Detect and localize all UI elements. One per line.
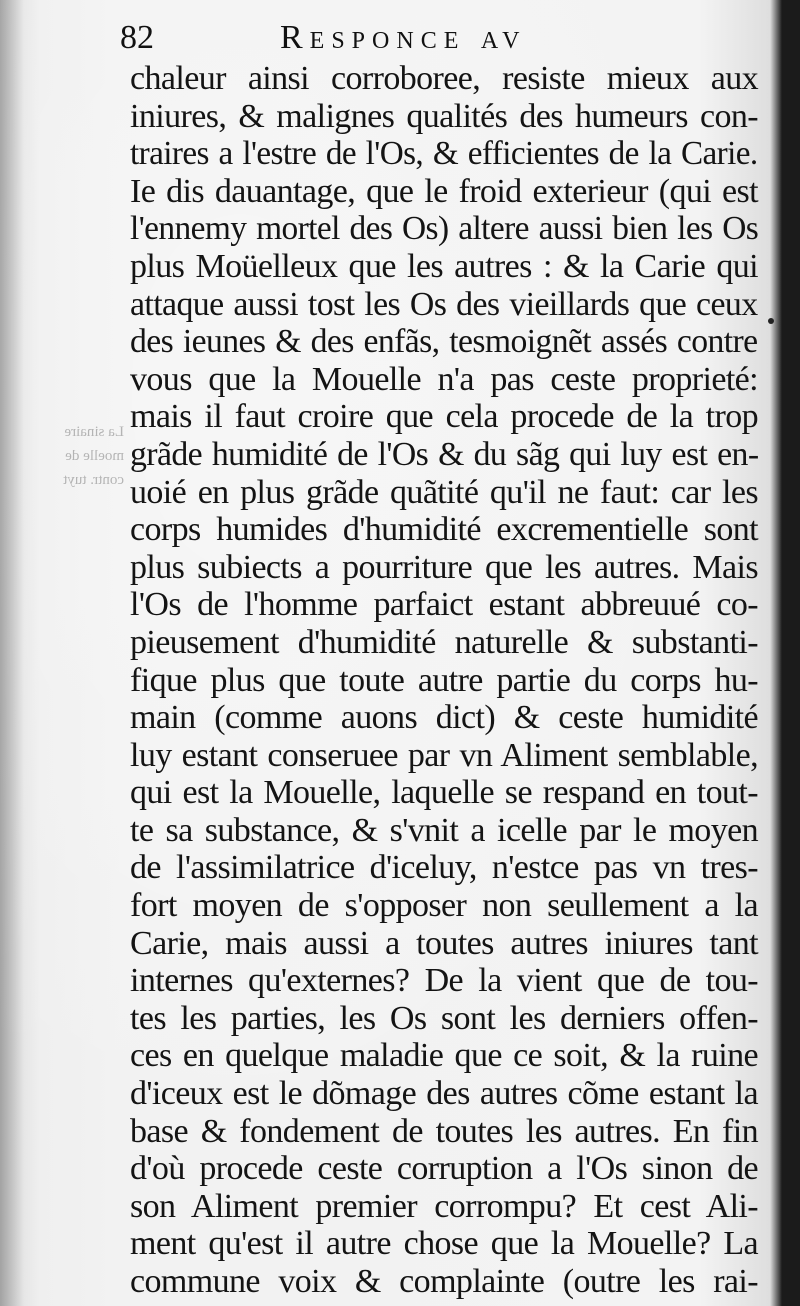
text-line: commune voix & complainte (outre les rai- bbox=[130, 1263, 758, 1300]
text-line: iniures, & malignes qualités des humeurs con- bbox=[130, 97, 758, 135]
text-line: uoié en plus grãde quãtité qu'il ne faut: car les bbox=[130, 473, 758, 511]
text-line: ment qu'est il autre chose que la Mouelle? La bbox=[130, 1225, 758, 1263]
body-text bbox=[130, 60, 758, 1301]
gutter-shadow bbox=[0, 0, 24, 1306]
text-line: Ie dis dauantage, que le froid exterieur (qui est bbox=[130, 172, 758, 210]
text-line: chaleur ainsi corroboree, resiste mieux aux bbox=[130, 60, 758, 97]
text-line: internes qu'externes? De la vient que de tou- bbox=[130, 962, 758, 1000]
text-line: plus Moüelleux que les autres : & la Carie qui bbox=[130, 247, 758, 285]
text-line: corps humides d'humidité excrementielle sont bbox=[130, 511, 758, 549]
bleed-through-line: contr. tuyt bbox=[63, 472, 124, 488]
text-line: attaque aussi tost les Os des vieillards que ceux bbox=[130, 285, 758, 323]
text-line: fort moyen de s'opposer non seullement a la bbox=[130, 887, 758, 925]
bleed-through-text bbox=[14, 420, 124, 492]
text-line: pieusement d'humidité naturelle & substanti- bbox=[130, 623, 758, 661]
bleed-through-line: moelle de bbox=[65, 448, 124, 464]
text-line: plus subiects a pourriture que les autres. Mais bbox=[130, 548, 758, 586]
text-line: te sa substance, & s'vnit a icelle par le moyen bbox=[130, 811, 758, 849]
text-line: d'où procede ceste corruption a l'Os sinon de bbox=[130, 1150, 758, 1188]
text-line: base & fondement de toutes les autres. En fin bbox=[130, 1112, 758, 1150]
text-line: fique plus que toute autre partie du corps hu- bbox=[130, 661, 758, 699]
text-line: d'iceux est le dõmage des autres cõme estant la bbox=[130, 1075, 758, 1113]
page-number: 82 bbox=[120, 19, 154, 56]
bleed-through-line: La sinaire bbox=[64, 424, 124, 440]
text-line: traires a l'estre de l'Os, & efficientes de la Carie. bbox=[130, 135, 758, 173]
running-head: Responce av bbox=[280, 19, 527, 56]
text-line: vous que la Mouelle n'a pas ceste proprieté: bbox=[130, 360, 758, 398]
text-line: mais il faut croire que cela procede de la trop bbox=[130, 398, 758, 436]
text-line: ces en quelque maladie que ce soit, & la ruine bbox=[130, 1037, 758, 1075]
text-line: l'Os de l'homme parfaict estant abbreuué co- bbox=[130, 586, 758, 624]
text-line: qui est la Mouelle, laquelle se respand en tout- bbox=[130, 774, 758, 812]
text-line: l'ennemy mortel des Os) altere aussi bien les Os bbox=[130, 210, 759, 248]
text-line: de l'assimilatrice d'iceluy, n'estce pas vn tres- bbox=[130, 849, 758, 887]
text-line: son Aliment premier corrompu? Et cest Ali- bbox=[130, 1187, 758, 1225]
text-line: Carie, mais aussi a toutes autres iniures tant bbox=[130, 924, 758, 962]
ink-speck bbox=[768, 318, 774, 324]
text-line: des ieunes & des enfãs, tesmoignẽt assés contre bbox=[130, 323, 758, 361]
text-line: main (comme auons dict) & ceste humidité bbox=[130, 699, 758, 737]
text-line: grãde humidité de l'Os & du sãg qui luy est en- bbox=[130, 435, 759, 473]
text-line: luy estant conseruee par vn Aliment semblable, bbox=[130, 736, 758, 774]
text-line: tes les parties, les Os sont les derniers offen- bbox=[130, 999, 758, 1037]
page-header bbox=[120, 14, 760, 64]
